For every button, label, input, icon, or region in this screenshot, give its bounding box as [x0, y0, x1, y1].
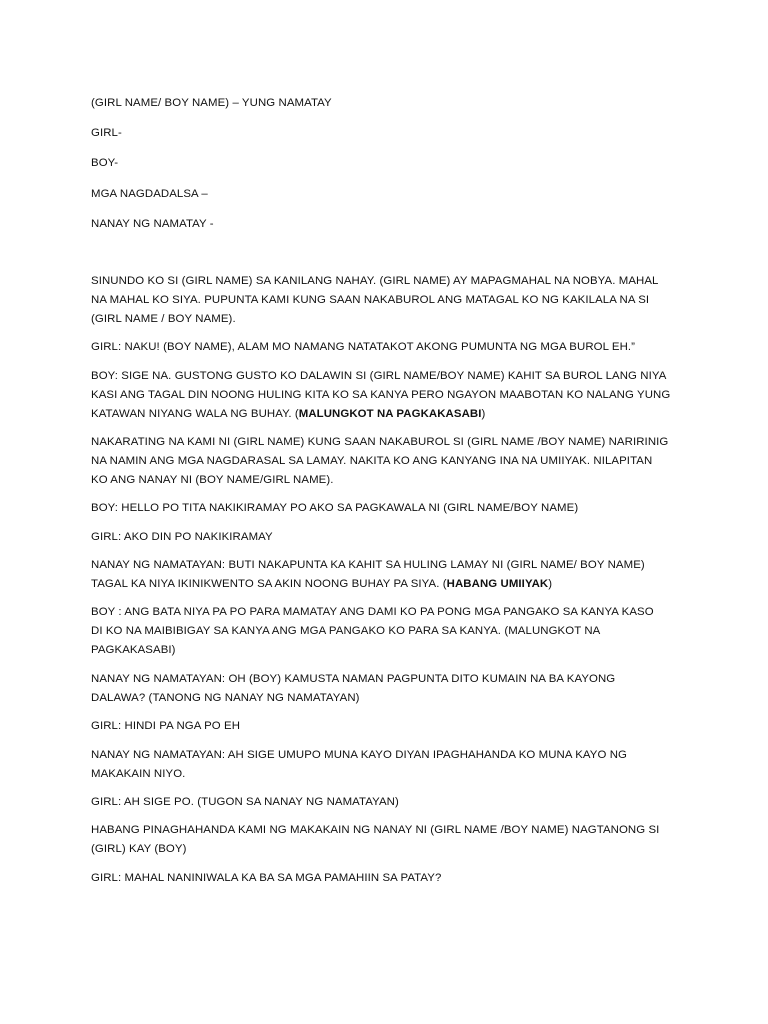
paragraph-narration-3 — [91, 821, 708, 859]
text-line — [91, 575, 708, 594]
text-line: NANAY NG NAMATAYAN: OH (BOY) KAMUSTA NAMAN PAGPUNTA DITO KUMAIN NA BA KAYONG — [91, 672, 616, 685]
script-body — [91, 272, 708, 888]
paragraph-dialogue-boy-3 — [91, 603, 708, 660]
text-segment: KATAWAN NIYANG WALA NG BUHAY. ( — [91, 407, 299, 420]
cast-item: MGA NAGDADALSA – — [91, 187, 208, 200]
text-line — [91, 405, 708, 424]
text-line: GIRL: AKO DIN PO NAKIKIRAMAY — [91, 530, 273, 543]
paragraph-dialogue-girl-1 — [91, 338, 708, 357]
paragraph-dialogue-nanay-3 — [91, 746, 708, 784]
text-line: KO ANG NANAY NI (BOY NAME/GIRL NAME). — [91, 473, 334, 486]
text-line: BOY : ANG BATA NIYA PA PO PARA MAMATAY ANG DAMI KO PA PONG MGA PANGAKO SA KANYA KASO — [91, 606, 654, 619]
cast-list — [91, 94, 708, 234]
text-line: GIRL: MAHAL NANINIWALA KA BA SA MGA PAMAHIIN SA PATAY? — [91, 871, 442, 884]
text-line: GIRL: HINDI PA NGA PO EH — [91, 720, 241, 733]
paragraph-dialogue-boy-1 — [91, 367, 708, 424]
text-line: DALAWA? (TANONG NG NANAY NG NAMATAYAN) — [91, 691, 360, 704]
text-line: NA NAMIN ANG MGA NAGDARASAL SA LAMAY. NAKITA KO ANG KANYANG INA NA UMIIYAK. NILAPITAN — [91, 454, 653, 467]
text-line: HABANG PINAGHAHANDA KAMI NG MAKAKAIN NG NANAY NI (GIRL NAME /BOY NAME) NAGTANONG SI — [91, 824, 660, 837]
paragraph-narration-2 — [91, 433, 708, 490]
paragraph-dialogue-girl-3 — [91, 717, 708, 736]
text-line: GIRL: AH SIGE PO. (TUGON SA NANAY NG NAMATAYAN) — [91, 796, 399, 809]
text-line: NAKARATING NA KAMI NI (GIRL NAME) KUNG SAAN NAKABUROL SI (GIRL NAME /BOY NAME) NARIRINIG — [91, 435, 669, 448]
paragraph-dialogue-girl-2 — [91, 528, 708, 547]
cast-item: GIRL- — [91, 127, 122, 140]
text-line: BOY: SIGE NA. GUSTONG GUSTO KO DALAWIN SI (GIRL NAME/BOY NAME) KAHIT SA BUROL LANG NIYA — [91, 369, 667, 382]
text-line: NANAY NG NAMATAYAN: AH SIGE UMUPO MUNA KAYO DIYAN IPAGHAHANDA KO MUNA KAYO NG — [91, 748, 627, 761]
paragraph-dialogue-girl-4 — [91, 793, 708, 812]
paragraph-dialogue-nanay-1 — [91, 556, 708, 594]
text-line: MAKAKAIN NIYO. — [91, 767, 186, 780]
paragraph-dialogue-nanay-2 — [91, 670, 708, 708]
text-line: DI KO NA MAIBIBIGAY SA KANYA ANG MGA PANGAKO KO PARA SA KANYA. (MALUNGKOT NA — [91, 625, 601, 638]
text-line: (GIRL NAME / BOY NAME). — [91, 312, 236, 325]
text-segment: TAGAL KA NIYA IKINIKWENTO SA AKIN NOONG BUHAY PA SIYA. ( — [91, 578, 447, 591]
text-segment: ) — [481, 407, 486, 420]
text-segment: ) — [548, 578, 553, 591]
paragraph-dialogue-boy-2 — [91, 499, 708, 518]
text-line: BOY: HELLO PO TITA NAKIKIRAMAY PO AKO SA PAGKAWALA NI (GIRL NAME/BOY NAME) — [91, 502, 579, 515]
text-line: NANAY NG NAMATAYAN: BUTI NAKAPUNTA KA KAHIT SA HULING LAMAY NI (GIRL NAME/ BOY NAME) — [91, 559, 645, 572]
paragraph-dialogue-girl-5 — [91, 869, 708, 888]
cast-item: BOY- — [91, 157, 119, 170]
text-line: GIRL: NAKU! (BOY NAME), ALAM MO NAMANG NATATAKOT AKONG PUMUNTA NG MGA BUROL EH.” — [91, 341, 636, 354]
text-line: KASI ANG TAGAL DIN NOONG HULING KITA KO SA KANYA PERO NGAYON MAABOTAN KO NALANG YUNG — [91, 388, 671, 401]
paragraph-narration-1 — [91, 272, 708, 329]
stage-direction: HABANG UMIIYAK — [446, 578, 549, 591]
text-line: NA MAHAL KO SIYA. PUPUNTA KAMI KUNG SAAN NAKABUROL ANG MATAGAL KO NG KAKILALA NA SI — [91, 293, 650, 306]
cast-item: (GIRL NAME/ BOY NAME) – YUNG NAMATAY — [91, 97, 332, 109]
cast-item: NANAY NG NAMATAY - — [91, 217, 214, 230]
text-line: (GIRL) KAY (BOY) — [91, 843, 187, 856]
stage-direction: MALUNGKOT NA PAGKAKASABI — [298, 407, 482, 420]
text-line: PAGKAKASABI) — [91, 644, 176, 657]
text-line: SINUNDO KO SI (GIRL NAME) SA KANILANG NAHAY. (GIRL NAME) AY MAPAGMAHAL NA NOBYA. MAHAL — [91, 274, 659, 287]
